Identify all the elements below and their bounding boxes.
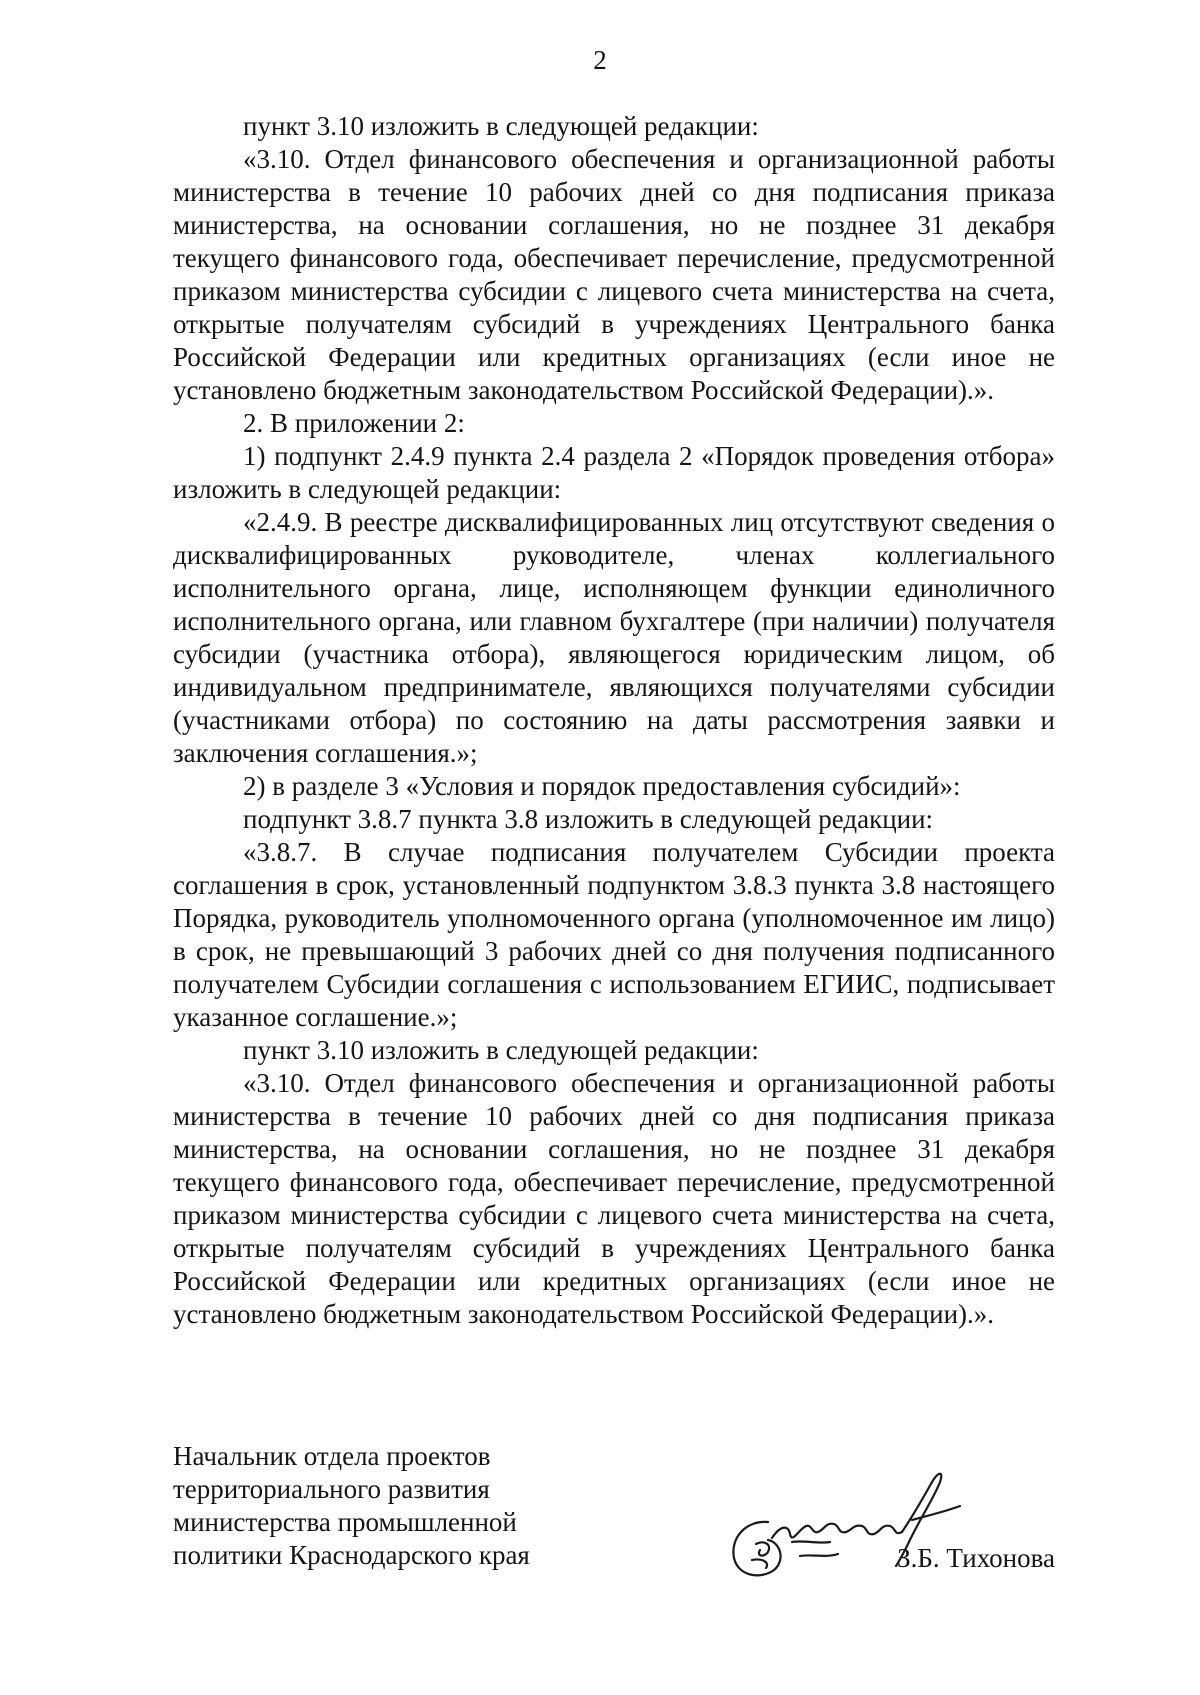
signer-title-line: территориального развития <box>173 1474 490 1504</box>
signer-title-line: министерства промышленной <box>173 1507 517 1537</box>
page-number: 2 <box>593 45 607 75</box>
paragraph: «2.4.9. В реестре дисквалифицированных лиц отсутствуют сведения о дисквалифицированных руководителе, членах коллегиального исполнительного органа, лице, исполняющем функции единоличного исполнительного органа, или главном бухгалтере (при наличии) получателя субсидии (участника отбора), являющегося юридическим лицом, об индивидуальном предпринимателе, являющихся получателями субсидии (участниками отбора) по состоянию на даты рассмотрения заявки и заключения соглашения.»; <box>173 507 1055 768</box>
document-body <box>173 110 1055 1331</box>
paragraph: подпункт 3.8.7 пункта 3.8 изложить в следующей редакции: <box>243 804 934 834</box>
paragraph: пункт 3.10 изложить в следующей редакции: <box>243 1035 759 1065</box>
paragraph: «3.10. Отдел финансового обеспечения и организационной работы министерства в течение 10 рабочих дней со дня подписания приказа министерства, на основании соглашения, но не позднее 31 декабря текущего финансового года, обеспечивает перечисление, предусмотренной приказом министерства субсидии с лицевого счета министерства на счета, открытые получателям субсидий в учреждениях Центрального банка Российской Федерации или кредитных организациях (если иное не установлено бюджетным законодательством Российской Федерации).». <box>173 144 1055 405</box>
signer-title-line: политики Краснодарского края <box>173 1540 530 1570</box>
paragraph: «3.10. Отдел финансового обеспечения и организационной работы министерства в течение 10 рабочих дней со дня подписания приказа министерства, на основании соглашения, но не позднее 31 декабря текущего финансового года, обеспечивает перечисление, предусмотренной приказом министерства субсидии с лицевого счета министерства на счета, открытые получателям субсидий в учреждениях Центрального банка Российской Федерации или кредитных организациях (если иное не установлено бюджетным законодательством Российской Федерации).». <box>173 1068 1055 1329</box>
paragraph: пункт 3.10 изложить в следующей редакции: <box>243 111 759 141</box>
paragraph: «3.8.7. В случае подписания получателем Субсидии проекта соглашения в срок, установленный подпунктом 3.8.3 пункта 3.8 настоящего Порядка, руководитель уполномоченного органа (уполномоченное им лицо) в срок, не превышающий 3 рабочих дней со дня получения подписанного получателем Субсидии соглашения с использованием ЕГИИС, подписывает указанное соглашение.»; <box>173 837 1055 1032</box>
signer-title-line: Начальник отдела проектов <box>173 1441 491 1471</box>
signer-name: З.Б. Тихонова <box>897 1543 1055 1573</box>
signer-title <box>173 1440 593 1572</box>
paragraph: 2) в разделе 3 «Условия и порядок предоставления субсидий»: <box>243 771 961 801</box>
signature-block <box>173 1440 1055 1600</box>
paragraph: 1) подпункт 2.4.9 пункта 2.4 раздела 2 «Порядок проведения отбора» изложить в следующей редакции: <box>173 441 1055 504</box>
paragraph: 2. В приложении 2: <box>243 408 465 438</box>
